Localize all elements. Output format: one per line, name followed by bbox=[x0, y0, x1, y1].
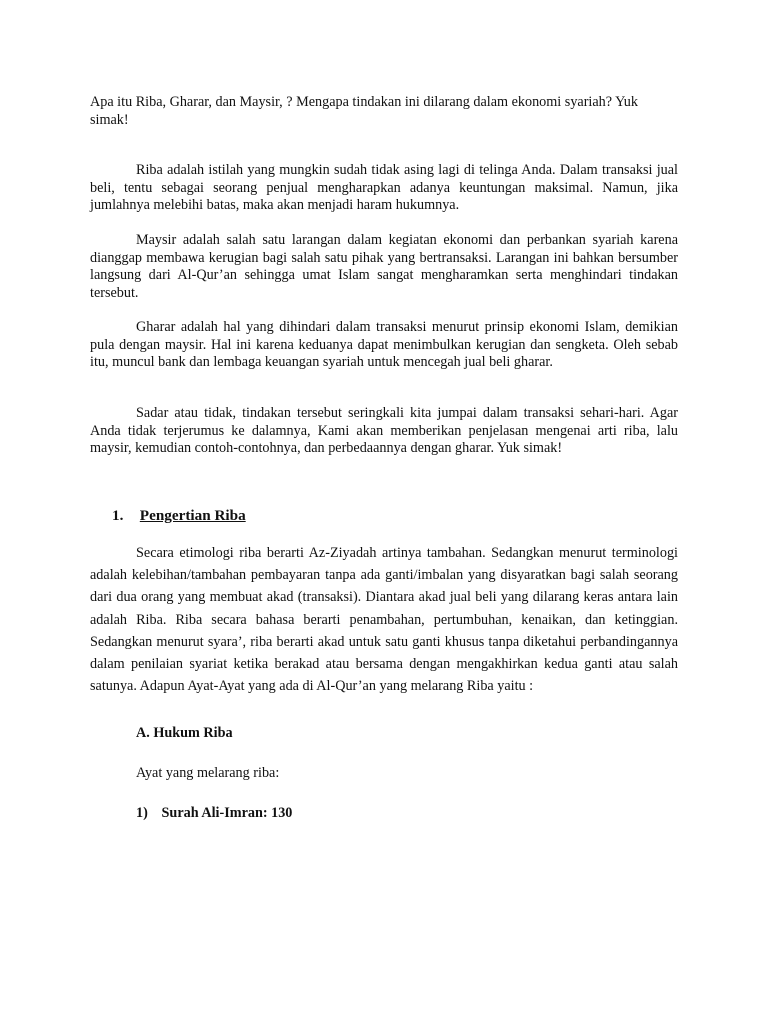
subheading-hukum-riba: A. Hukum Riba bbox=[136, 725, 233, 741]
list-item-label: Surah Ali-Imran: 130 bbox=[161, 805, 293, 821]
section-heading-pengertian-riba bbox=[112, 507, 246, 525]
intro-text: Apa itu Riba, Gharar, dan Maysir, ? Mengapa tindakan ini dilarang dalam ekonomi syariah? Yuk simak! bbox=[90, 94, 638, 128]
paragraph-riba-intro: Riba adalah istilah yang mungkin sudah tidak asing lagi di telinga Anda. Dalam transaksi jual beli, tentu sebagai seorang penjual mengharapkan adanya keuntungan maksimal. Namun, jika jumlahnya melebihi batas, maka akan menjadi haram hukumnya. bbox=[90, 162, 678, 213]
list-item-surah-ali-imran bbox=[136, 805, 292, 822]
ayat-intro-text: Ayat yang melarang riba: bbox=[136, 765, 280, 781]
section-title: Pengertian Riba bbox=[139, 507, 246, 524]
list-item-number: 1) bbox=[136, 805, 148, 821]
paragraph-maysir-intro: Maysir adalah salah satu larangan dalam kegiatan ekonomi dan perbankan syariah karena dianggap membawa kerugian bagi salah satu pihak yang bertransaksi. Larangan ini bahkan bersumber langsung dari Al-Qur’an sehingga umat Islam sangat mengharamkan serta menghindari tindakan tersebut. bbox=[90, 232, 678, 301]
paragraph-gharar-intro: Gharar adalah hal yang dihindari dalam transaksi menurut prinsip ekonomi Islam, demikian pula dengan maysir. Hal ini karena keduanya dapat menimbulkan kerugian dan sengketa. Oleh sebab itu, muncul bank dan lembaga keuangan syariah untuk mencegah jual beli gharar. bbox=[90, 319, 678, 370]
section-number: 1. bbox=[112, 507, 124, 524]
paragraph-pengertian-riba: Secara etimologi riba berarti Az-Ziyadah artinya tambahan. Sedangkan menurut terminologi adalah kelebihan/tambahan pembayaran tanpa ada ganti/imbalan yang disyaratkan bagi salah seorang dari dua orang yang membuat akad (transaksi). Diantara akad jual beli yang dilarang keras antara lain adalah Riba. Riba secara bahasa berarti penambahan, pertumbuhan, kenaikan, dan ketinggian. Sedangkan menurut syara’, riba berarti akad untuk satu ganti khusus tanpa diketahui perbandingannya dalam penilaian syariat ketika berakad atau bersama dengan mengakhirkan kedua ganti atau salah satunya. Adapun Ayat-Ayat yang ada di Al-Qur’an yang melarang Riba yaitu : bbox=[90, 545, 678, 695]
paragraph-closing-intro: Sadar atau tidak, tindakan tersebut seringkali kita jumpai dalam transaksi sehari-hari. Agar Anda tidak terjerumus ke dalamnya, Kami akan memberikan penjelasan mengenai arti riba, lalu maysir, kemudian contoh-contohnya, dan perbedaannya dengan gharar. Yuk simak! bbox=[90, 405, 678, 456]
